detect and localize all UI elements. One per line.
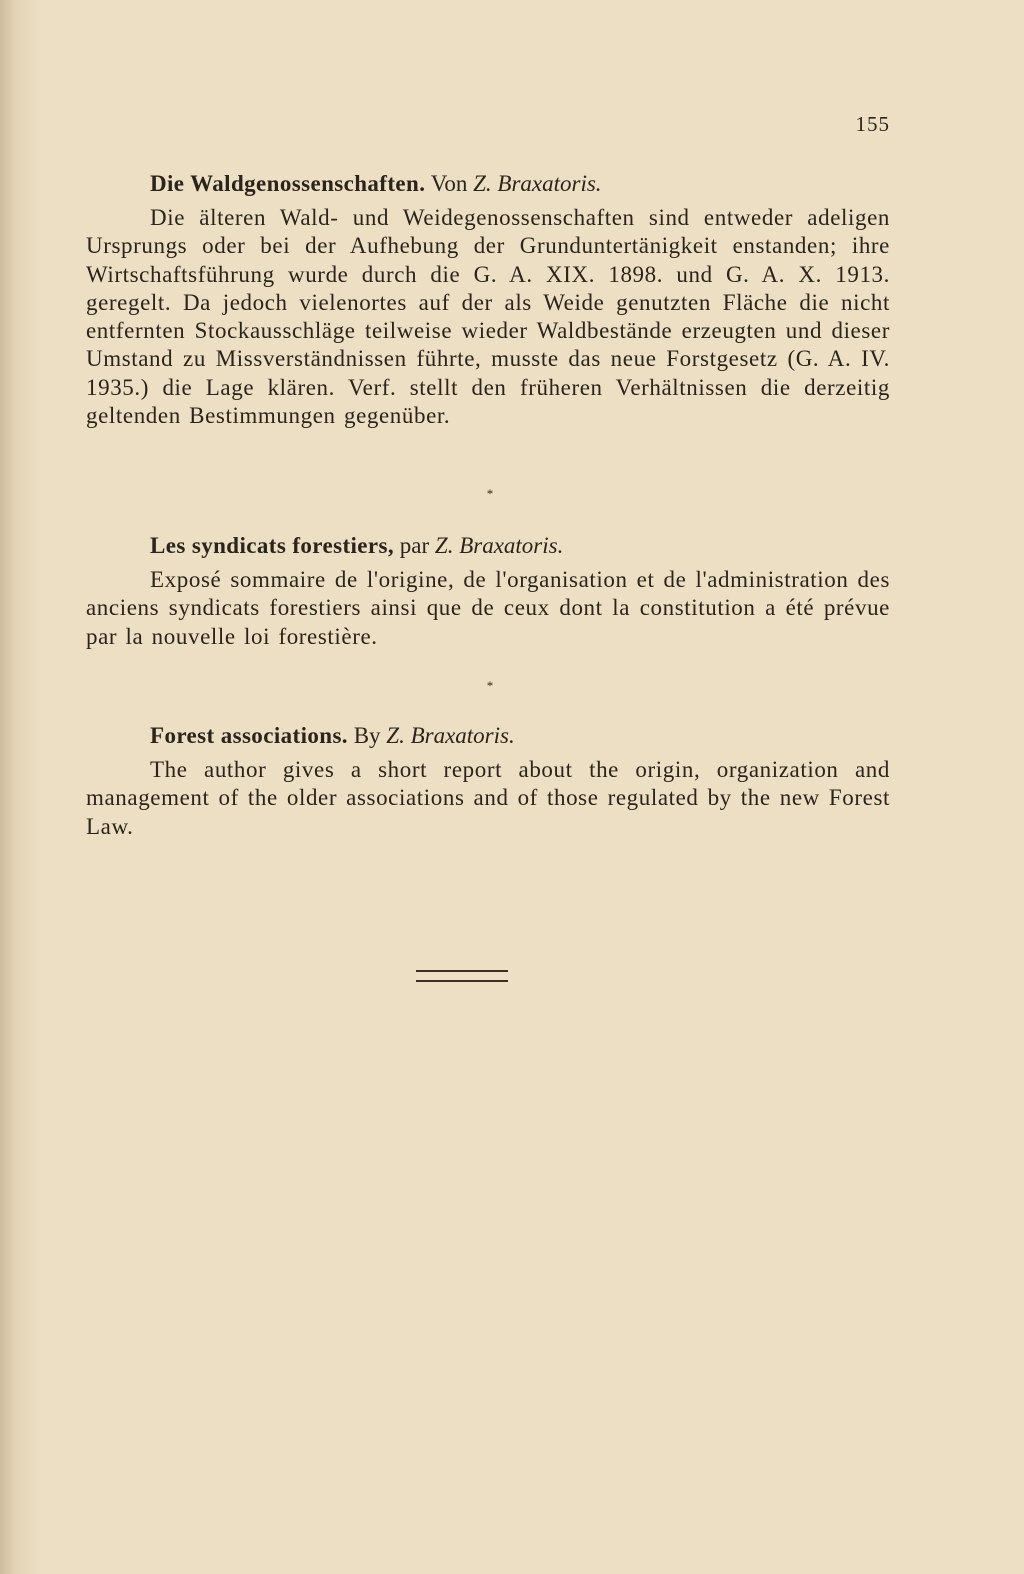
- abstract-body: Die älteren Wald- und Weidegenossenschaften sind entweder adeligen Ursprungs oder bei der Aufhebung der Grunduntertänigkeit enstanden; ihre Wirtschaftsführung wurde durch die G. A. XIX. 1898. und G. A. X. 1913. geregelt. Da jedoch vielenortes auf der als Weide genutzten Fläche die nicht entfernten Stockausschläge teilweise wieder Waldbestände erzeugten und dieser Umstand zu Missverständnissen führte, musste das neue Forstgesetz (G. A. IV. 1935.) die Lage klären. Verf. stellt den früheren Verhältnissen die derzeitig geltenden Bestimmungen gegenüber.: [86, 205, 890, 429]
- author-name: Z. Braxatoris.: [473, 171, 602, 196]
- byline-word: par: [394, 533, 435, 558]
- abstract-english: [86, 722, 890, 841]
- abstract-french: [86, 532, 890, 651]
- abstract-heading: [150, 722, 890, 750]
- end-rule: [416, 970, 508, 982]
- author-name: Z. Braxatoris.: [386, 723, 515, 748]
- abstract-body: Exposé sommaire de l'origine, de l'organisation et de l'administration des anciens syndicats forestiers ainsi que de ceux dont la constitution a été prévue par la nouvelle loi forestière.: [86, 567, 890, 649]
- author-name: Z. Braxatoris.: [434, 533, 564, 558]
- section-separator: *: [486, 486, 494, 501]
- abstract-german: [86, 170, 890, 430]
- abstract-heading: [150, 170, 890, 198]
- abstract-title: Les syndicats forestiers,: [150, 533, 395, 558]
- abstract-title: Forest associations.: [150, 723, 348, 748]
- abstract-body: The author gives a short report about the origin, organization and management of the older associations and of those regulated by the new Forest Law.: [86, 757, 890, 839]
- section-separator: *: [486, 678, 494, 693]
- byline-word: By: [347, 723, 387, 748]
- page-number: 155: [855, 112, 890, 136]
- byline-word: Von: [425, 171, 474, 196]
- abstract-title: Die Waldgenossenschaften.: [150, 171, 426, 196]
- abstract-heading: [150, 532, 890, 560]
